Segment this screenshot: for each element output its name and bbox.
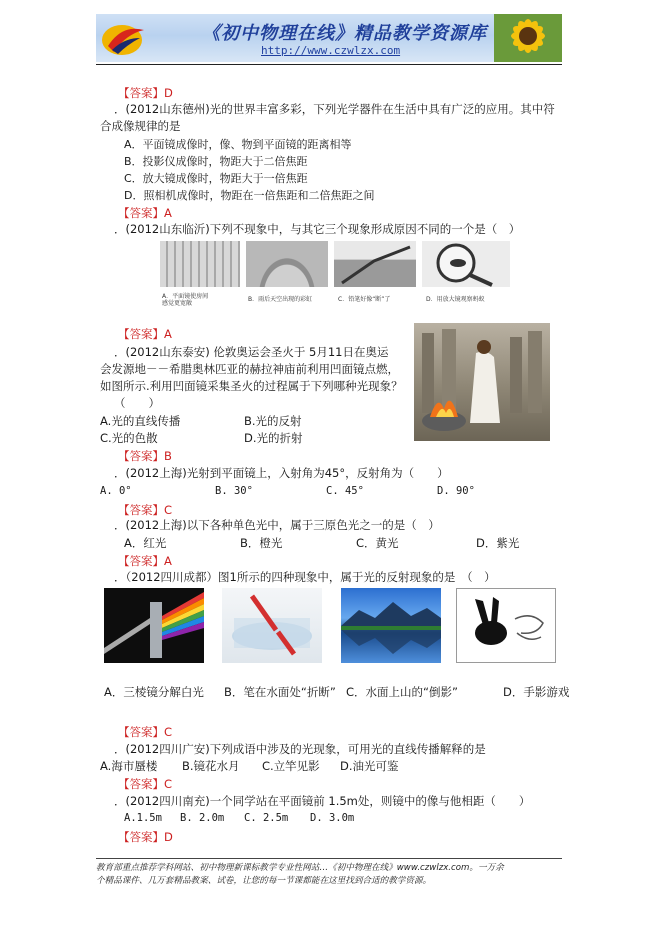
footer-divider: [96, 858, 562, 859]
footer-text: 教育部重点推荐学科网站、初中物理新课标教学专业性网站…《初中物理在线》www.czwlzx.com。一万余: [96, 863, 504, 873]
option-text: D.光的折射: [244, 431, 303, 445]
footer-text: 个精品课件、几万套精品教案、试卷，让您的每一节课都能在这里找到合适的教学资源。: [96, 876, 432, 886]
question-text: ．(2012山东德州)光的世界丰富多彩，下列光学器件在生活中具有广泛的应用。其中符: [114, 102, 555, 116]
question-text: ．(2012上海)光射到平面镜上，入射角为45°，反射角为（ ）: [114, 466, 449, 480]
question-text: ．(2012山东临沂)下列不现象中，与其它三个现象形成原因不同的一个是（ ）: [114, 222, 521, 236]
option-text: B.光的反射: [244, 414, 302, 428]
option-text: B．橙光: [240, 536, 283, 550]
figure-caption: A．平面镜使房间 感觉更宽敞: [162, 293, 209, 307]
option-text: B. 30°: [215, 485, 253, 497]
option-text: D. 90°: [437, 485, 475, 497]
header-url[interactable]: http://www.czwlzx.com: [261, 44, 401, 57]
option-text: D．紫光: [476, 536, 520, 550]
option-text: B.镜花水月: [182, 759, 240, 773]
header-divider: [96, 64, 562, 65]
question-text: ．(2012四川南充)一个同学站在平面镜前 1.5m处，则镜中的像与他相距（ ）: [114, 794, 531, 808]
question-text: ．(2012上海)以下各种单色光中，属于三原色光之一的是（ ）: [114, 518, 440, 532]
option-text: B．笔在水面处“折断”: [224, 685, 336, 699]
answer-label: 【答案】A: [118, 206, 172, 220]
question-text: （ ）: [114, 396, 160, 410]
option-text: D. 3.0m: [310, 812, 355, 824]
option-text: A.1.5m: [124, 812, 162, 824]
answer-label: 【答案】C: [118, 503, 173, 517]
magnifier-ant-photo: [422, 241, 510, 287]
answer-label: 【答案】C: [118, 725, 173, 739]
option-text: D.油光可鉴: [340, 759, 399, 773]
option-text: A．红光: [124, 536, 167, 550]
option-text: A.光的直线传播: [100, 414, 181, 428]
figure-caption: B．雨后天空出现的彩虹: [248, 296, 313, 303]
question-text: ．(2012四川广安)下列成语中涉及的光现象，可用光的直线传播解释的是: [114, 742, 486, 756]
figure-caption: C．铅笔好像“断”了: [338, 296, 391, 303]
header-title: 《初中物理在线》精品教学资源库: [202, 23, 487, 44]
answer-label: 【答案】A: [118, 554, 172, 568]
option-text: C．黄光: [356, 536, 399, 550]
answer-label: 【答案】B: [118, 449, 172, 463]
question-text: 会发源地－－希腊奥林匹亚的赫拉神庙前利用凹面镜点燃，: [100, 362, 399, 376]
mirror-room-photo: [160, 241, 240, 287]
answer-label: 【答案】C: [118, 777, 173, 791]
question-text: ．(2012山东泰安) 伦敦奥运会圣火于 5月11日在奥运: [114, 345, 389, 359]
pencil-in-water-photo: [222, 588, 322, 663]
mountain-reflection-photo: [341, 588, 441, 663]
figure-panel: [160, 241, 511, 311]
option-text: A. 0°: [100, 485, 132, 497]
question-text: 如图所示.利用凹面镜采集圣火的过程属于下列哪种光现象？: [100, 379, 403, 393]
option-text: A．三棱镜分解白光: [104, 685, 204, 699]
figure-caption: D．用放大镜观察蚂蚁: [426, 296, 485, 303]
option-text: C.立竿见影: [262, 759, 320, 773]
answer-label: 【答案】A: [118, 327, 172, 341]
answer-label: 【答案】D: [118, 830, 173, 844]
option-text: A.海市蜃楼: [100, 759, 158, 773]
rainbow-photo: [246, 241, 328, 287]
option-text: C．水面上山的“倒影”: [346, 685, 458, 699]
sunflower-icon: [494, 14, 562, 62]
option-text: C.光的色散: [100, 431, 158, 445]
option-text: C．放大镜成像时，物距大于一倍焦距: [124, 172, 308, 185]
option-text: B. 2.0m: [180, 812, 225, 824]
shadow-puppet-photo: [456, 588, 556, 663]
header-banner: [96, 14, 562, 62]
option-text: B．投影仪成像时，物距大于二倍焦距: [124, 155, 308, 168]
option-text: C. 45°: [326, 485, 364, 497]
site-logo-icon: [100, 16, 150, 60]
option-text: C. 2.5m: [244, 812, 289, 824]
question-text: 合成像规律的是: [100, 119, 181, 133]
pencil-water-photo: [334, 241, 416, 287]
prism-photo: [104, 588, 204, 663]
answer-label: 【答案】D: [118, 86, 173, 100]
olympic-flame-photo: [414, 323, 550, 441]
question-text: ．（2012四川成都）图1所示的四种现象中，属于光的反射现象的是 （ ）: [114, 570, 496, 584]
option-text: D．手影游戏: [503, 685, 570, 699]
option-text: D．照相机成像时，物距在一倍焦距和二倍焦距之间: [124, 189, 375, 202]
option-text: A．平面镜成像时，像、物到平面镜的距离相等: [124, 138, 352, 151]
